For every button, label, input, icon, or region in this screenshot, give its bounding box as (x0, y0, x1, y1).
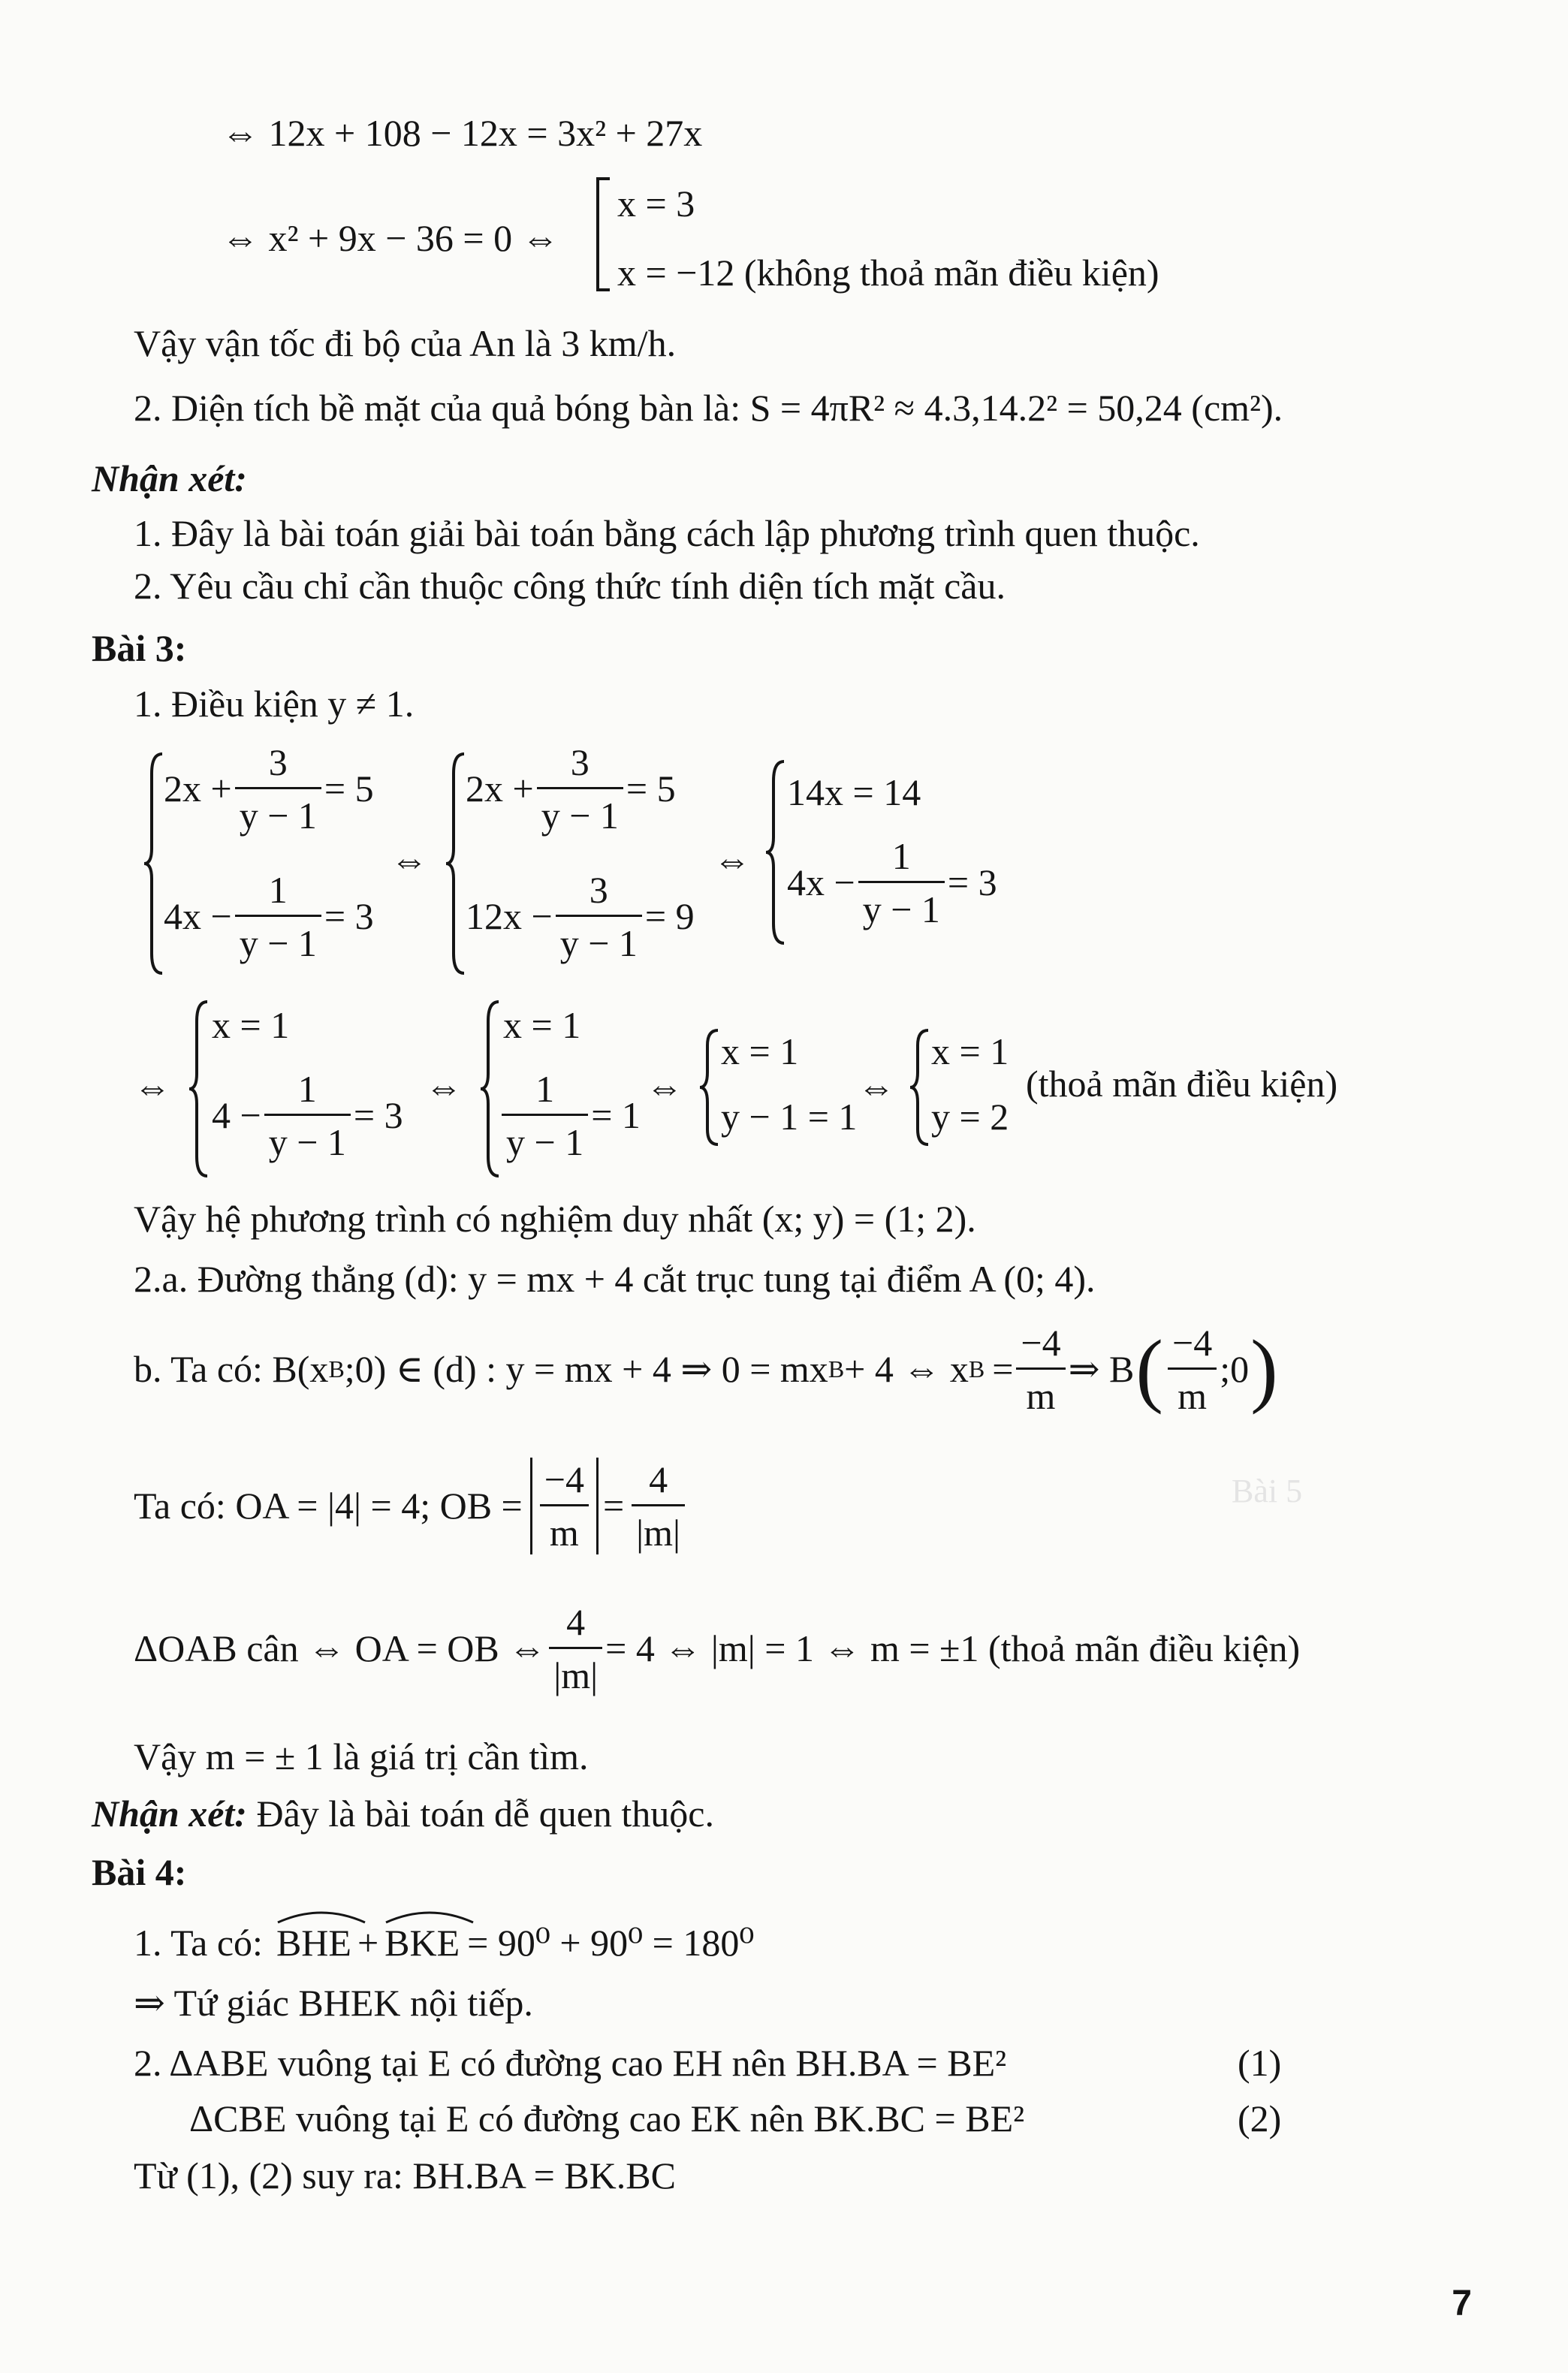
iff-symbol: ⇔ (858, 1066, 895, 1108)
system-brace-4 (188, 999, 210, 1179)
remark-2: Nhận xét: Đây là bài toán dễ quen thuộc. (92, 1793, 714, 1835)
product-equality: Từ (1), (2) suy ra: BH.BA = BK.BC (134, 2154, 676, 2197)
conclusion-speed: Vậy vận tốc đi bộ của An là 3 km/h. (134, 322, 677, 364)
part-2b: b. Ta có: B(x B ;0) ∈ (d) : y = mx + 4 ⇒ 0 = mx B + 4 ⇔ x B = $\frac{-4}{m}$ ⇒ B ( $\frac{-4}{m}$ ;0 ) (134, 1321, 1278, 1417)
remark-1-item-1: 1. Đây là bài toán giải bài toán bằng cách lập phương trình quen thuộc. (134, 512, 1200, 554)
iff-symbol: ⇔ (390, 839, 428, 881)
equation-line-2-left: ⇔ x² + 9x − 36 = 0 ⇔ (222, 217, 559, 259)
sys2b-eq2: $\frac{1}{y - 1}$ = 1 (499, 1070, 641, 1160)
triangle-abe-relation: 2. ΔABE vuông tại E có đường cao EH nên BH.BA = BE² (134, 2042, 1007, 2084)
tag-1: (1) (1238, 2042, 1282, 2084)
system-brace-2 (445, 751, 467, 976)
system-brace-7 (909, 1027, 931, 1147)
sys1-eq2: 4x − $\frac{1}{y - 1}$ = 3 (164, 868, 374, 964)
sys1-eq1: 2x + $\frac{3}{y - 1}$ = 5 (164, 740, 374, 837)
sys2c-eq1: x = 1 (721, 1030, 799, 1072)
remark-title-1: Nhận xét: (92, 457, 247, 499)
system-brace-6 (698, 1027, 721, 1147)
iff-symbol: ⇔ (134, 1066, 171, 1108)
sys1b-eq1: 2x + $\frac{3}{y - 1}$ = 5 (466, 740, 676, 837)
case-2: x = −12 (không thoả mãn điều kiện) (617, 252, 1159, 294)
iff-symbol: ⇔ (646, 1066, 683, 1108)
sys2d-eq2: y = 2 (931, 1096, 1009, 1138)
condition-note: (thoả mãn điều kiện) (1026, 1063, 1338, 1105)
equation-line-1: ⇔ 12x + 108 − 12x = 3x² + 27x (222, 112, 703, 154)
sys2b-eq1: x = 1 (503, 1004, 581, 1046)
oa-ob-line: Ta có: OA = |4| = 4; OB = $\frac{-4}{m}$ = $\frac{4}{|m|}$ (134, 1457, 688, 1554)
sys1b-eq2: 12x − $\frac{3}{y - 1}$ = 9 (466, 868, 695, 964)
remark-1-item-2: 2. Yêu cầu chỉ cần thuộc công thức tính diện tích mặt cầu. (134, 565, 1006, 607)
sys1c-eq1: 14x = 14 (787, 771, 921, 813)
sys2a-eq2: 4 − $\frac{1}{y - 1}$ = 3 (212, 1067, 403, 1163)
bleed-through-text: Bài 5 (1232, 1473, 1303, 1509)
exercise-3-condition: 1. Điều kiện y ≠ 1. (134, 683, 415, 725)
sys1c-eq2: 4x − $\frac{1}{y - 1}$ = 3 (787, 834, 997, 930)
cyclic-quadrilateral: ⇒ Tứ giác BHEK nội tiếp. (134, 1982, 533, 2024)
tag-2: (2) (1238, 2097, 1282, 2139)
surface-area-line: 2. Diện tích bề mặt của quả bóng bàn là: S = 4πR² ≈ 4.3,14.2² = 50,24 (cm²). (134, 387, 1283, 429)
exercise-4-angle-sum: 1. Ta có: BHE + BKE = 90⁰ + 90⁰ = 180⁰ (134, 1916, 754, 1969)
exercise-3-title: Bài 3: (92, 627, 187, 669)
case-1: x = 3 (617, 182, 695, 225)
triangle-cbe-relation: ΔCBE vuông tại E có đường cao EK nên BK.BC = BE² (189, 2097, 1025, 2139)
page-number: 7 (1452, 2284, 1472, 2323)
case-bracket (592, 174, 614, 294)
arc-over-angle-icon (384, 1907, 475, 1924)
sys2d-eq1: x = 1 (931, 1030, 1009, 1072)
iff-symbol: ⇔ (713, 839, 751, 881)
exercise-4-title: Bài 4: (92, 1851, 187, 1893)
sys2a-eq1: x = 1 (212, 1004, 290, 1046)
iff-symbol: ⇔ (425, 1066, 463, 1108)
isosceles-condition: ΔOAB cân ⇔ OA = OB ⇔ $\frac{4}{|m|}$ = 4 ⇔ |m| = 1 ⇔ m = ±1 (thoả mãn điều kiện) (134, 1600, 1301, 1696)
final-answer-m: Vậy m = ± 1 là giá trị cần tìm. (134, 1735, 589, 1777)
system-solution: Vậy hệ phương trình có nghiệm duy nhất (x; y) = (1; 2). (134, 1198, 976, 1240)
part-2a: 2.a. Đường thẳng (d): y = mx + 4 cắt trục tung tại điểm A (0; 4). (134, 1258, 1096, 1300)
sys2c-eq2: y − 1 = 1 (721, 1096, 858, 1138)
system-brace-1 (143, 751, 165, 976)
arc-over-angle-icon (276, 1907, 366, 1924)
system-brace-3 (764, 758, 787, 946)
